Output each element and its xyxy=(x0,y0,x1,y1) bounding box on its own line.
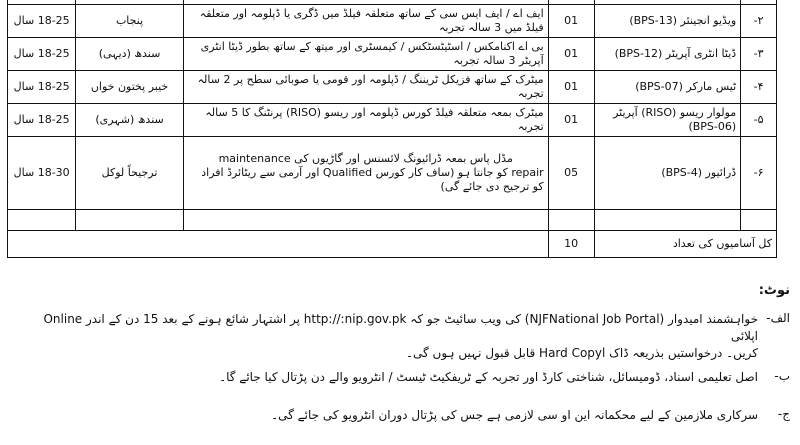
table-row xyxy=(8,210,777,231)
notes-section xyxy=(0,277,800,445)
domicile-cell xyxy=(76,210,183,231)
post-name-cell xyxy=(594,210,741,231)
total-row xyxy=(8,231,777,258)
note-letter: ب- xyxy=(774,369,790,383)
post-count-cell xyxy=(548,210,594,231)
serial-number-cell: ۵- xyxy=(741,104,777,137)
age-limit-cell: 18-25 سال xyxy=(8,104,76,137)
qualification-cell xyxy=(183,104,548,137)
note-letter: ج- xyxy=(777,407,790,421)
age-limit-cell xyxy=(8,210,76,231)
serial-number-cell: ۶- xyxy=(741,137,777,210)
serial-number-cell xyxy=(741,210,777,231)
domicile-cell: خیبر پختون خواں xyxy=(76,71,183,104)
note-line: خواہشمند امیدوار (NJFNational Job Portal) کی ویب سائیٹ جو کہ http://:nip.gov.pk پر اشتہار شائع ہونے کے بعد 15 دن کے اندر Online اپلائی xyxy=(43,312,758,343)
total-label: کل آسامیوں کی تعداد xyxy=(594,231,776,258)
age-limit-cell: 18-25 سال xyxy=(8,5,76,38)
post-name-cell: ڈیٹا انٹری آپریٹر (BPS-12) xyxy=(594,38,741,71)
qualification-line: بی اے اکنامکس / اسٹیٹسٹکس / کیمسٹری اور میتھ کے ساتھ بطور ڈیٹا انٹری آپریٹر 3 سالہ تجربہ xyxy=(200,40,544,67)
post-name-cell: ڈرائیور (BPS-4) xyxy=(594,137,741,210)
qualification-cell xyxy=(183,210,548,231)
qualification-cell xyxy=(183,5,548,38)
qualification-cell xyxy=(183,71,548,104)
note-text xyxy=(18,369,758,386)
age-limit-cell: 18-30 سال xyxy=(8,137,76,210)
total-count: 10 xyxy=(548,231,594,258)
post-name-cell: مولوار ریسو (RISO) آپریٹر (BPS-06) xyxy=(594,104,741,137)
serial-number-cell: ۴- xyxy=(741,71,777,104)
post-count-cell: 01 xyxy=(548,104,594,137)
note-line: کریں۔ درخواستیں بذریعہ ڈاک Hard Copyl قابل قبول نہیں ہوں گی۔ xyxy=(405,346,758,360)
note-line: سرکاری ملازمین کے لیے محکمانہ این او سی لازمی ہے جس کی پڑتال دوران انٹرویو کی جائے گی۔ xyxy=(271,408,758,422)
note-text xyxy=(18,311,758,362)
vacancies-table xyxy=(7,0,777,258)
domicile-cell: پنجاب xyxy=(76,5,183,38)
vacancies-table-body xyxy=(8,0,777,258)
qualification-line: repair کو جانتا ہو (ساف کار کورس Qualified اور آرمی سے ریٹائرڈ افراد کو ترجیح دی جائے گی) xyxy=(201,166,544,193)
note-line: اصل تعلیمی اسناد، ڈومیسائل، شناختی کارڈ اور تجربہ کے ٹریفکیٹ ٹیسٹ / انٹرویو والے دن پڑتال کیا جائے گا۔ xyxy=(219,370,758,384)
qualification-line: مڈل پاس بمعہ ڈرائیونگ لائسنس اور گاڑیوں کی maintenance xyxy=(218,152,513,165)
qualification-line: ایف اے / ایف ایس سی کے ساتھ متعلقہ فیلڈ میں ڈگری یا ڈپلومہ اور متعلقہ فیلڈ میں 3 سالہ تجربہ xyxy=(199,7,544,34)
age-limit-cell: 18-25 سال xyxy=(8,38,76,71)
domicile-cell: ترجیحاً لوکل xyxy=(76,137,183,210)
table-row xyxy=(8,137,777,210)
post-count-cell: 01 xyxy=(548,71,594,104)
note-letter: الف- xyxy=(766,311,790,325)
serial-number-cell: ۲- xyxy=(741,5,777,38)
domicile-cell: سندھ (شہری) xyxy=(76,104,183,137)
notes-title: نوٹ: xyxy=(758,283,790,298)
qualification-line: میٹرک بمعہ متعلقہ فیلڈ کورس ڈپلومہ اور ریسو (RISO) پرنٹنگ کا 5 سالہ تجربہ xyxy=(205,106,544,133)
post-count-cell: 01 xyxy=(548,5,594,38)
domicile-cell: سندھ (دیہی) xyxy=(76,38,183,71)
post-name-cell: ویڈیو انجینئر (BPS-13) xyxy=(594,5,741,38)
note-text xyxy=(18,407,758,424)
total-empty-cell xyxy=(8,231,549,258)
serial-number-cell: ۳- xyxy=(741,38,777,71)
table-row xyxy=(8,38,777,71)
post-name-cell: ٹیس مارکر (BPS-07) xyxy=(594,71,741,104)
qualification-line: میٹرک کے ساتھ فزیکل ٹریننگ / ڈپلومہ اور قومی یا صوبائی سطح پر 2 سالہ تجربہ xyxy=(197,73,544,100)
qualification-cell xyxy=(183,38,548,71)
age-limit-cell: 18-25 سال xyxy=(8,71,76,104)
post-count-cell: 05 xyxy=(548,137,594,210)
table-row xyxy=(8,5,777,38)
table-row xyxy=(8,104,777,137)
table-row xyxy=(8,71,777,104)
qualification-cell xyxy=(183,137,548,210)
post-count-cell: 01 xyxy=(548,38,594,71)
